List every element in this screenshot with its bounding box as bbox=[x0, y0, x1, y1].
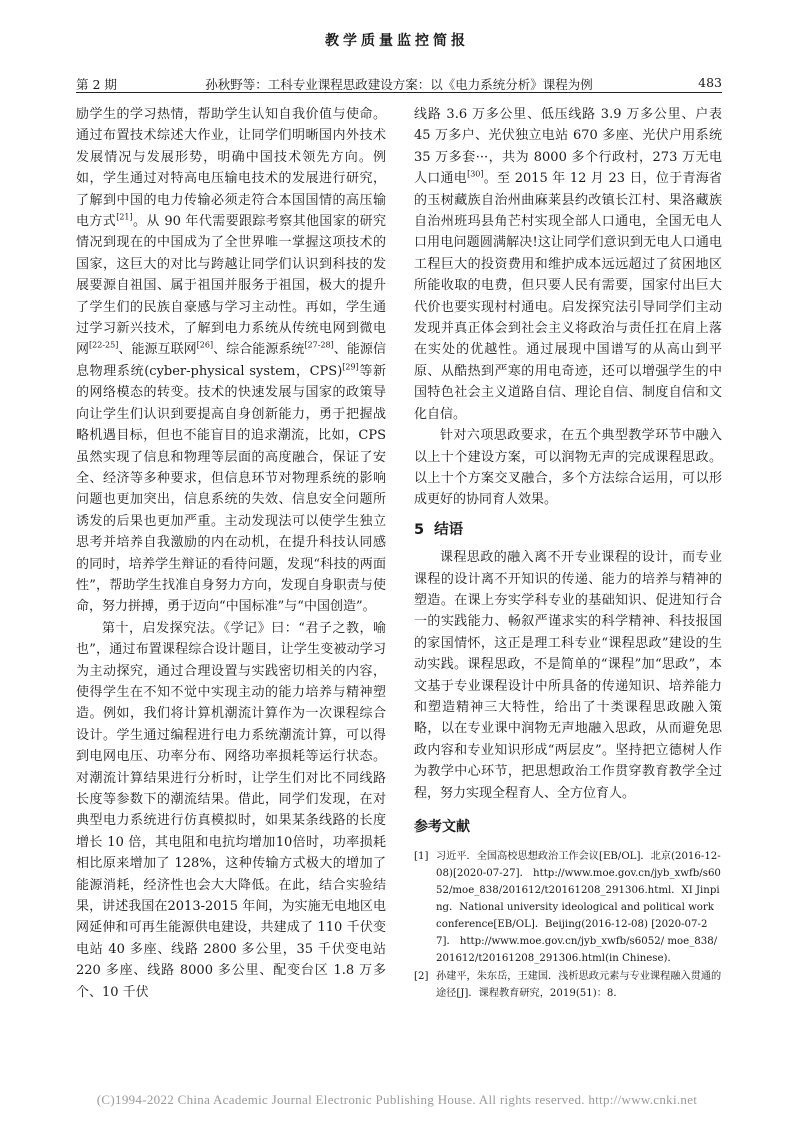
reference-item bbox=[414, 848, 722, 967]
reference-number: [2] bbox=[414, 971, 429, 983]
citation-marker: [27-28] bbox=[304, 341, 334, 351]
running-title: 孙秋野等：工科专业课程思政建设方案：以《电力系统分析》课程为例 bbox=[205, 77, 593, 92]
body-paragraph: 第十，启发探究法。《学记》曰：“君子之教，喻也”，通过布置课程综合设计题目，让学生变被动学习为主动探究，通过合理设置与实践密切相关的内容，使得学生在不知不觉中实现主动的能力培养与精神塑造。例如，我们将计算机潮流计算作为一次课程综合设计。学生通过编程进行电力系统潮流计算，可以得到电网电压、功率分布、网络功率损耗等运行状态。对潮流计算结果进行分析时，让学生们对比不同线路长度等参数下的潮流结果。借此，同学们发现，在对典型电力系统进行仿真模拟时，如果某条线路的长度增长 10 倍，其电阻和电抗均增加10倍时，功率损耗相比原来增加了 128%，这种传输方式极大的增加了能源消耗，经济性也会大大降低。在此，结合实验结果，讲述我国在2013-2015 年间，为实施无电地区电网延伸和可再生能源供电建设，共建成了 110 千伏变电站 40 多座、线路 2800 多公里，35 千伏变电站 220 多座、线路 8000 多公里、配变台区 1.8 万多个、10 千伏 bbox=[76, 620, 386, 1000]
reference-text: 习近平．全国高校思想政治工作会议[EB/OL]．北京(2016-12-08)[2020-07-27]． http://www.moe.gov.cn/jyb_xwfb/s6052/moe_838/201612/t20161208_291306.html．XI Jinping．National university ideological and political work conference[EB/OL]．Beijing(2016-12-08) [2020-07-27]． http://www.moe.gov.cn/jyb_xwfb/s6052/ moe_838/ 201612/t20161208_291306.html(in Chinese)． bbox=[436, 851, 721, 965]
running-header bbox=[76, 70, 722, 93]
body-paragraph: 线路 3.6 万多公里、低压线路 3.9 万多公里、户表 45 万多户、光伏独立电站 670 多座、光伏户用系统 35 万多套···，共为 8000 多个行政村，273 万无电人口通电[30]。至 2015 年 12 月 23 日，位于青海省的玉树藏族自治州曲麻莱县约改镇长江村、果洛藏族自治州班玛县角芒村实现全部人口通电，全国无电人口用电问题圆满解决!这让同学们意识到无电人口通电工程巨大的投资费用和维护成本远远超过了贫困地区所能收取的电费，但只要人民有需要，国家付出巨大代价也要实现村村通电。启发探究法引导同学们主动发现并真正体会到社会主义将政治与责任扛在肩上落在实处的优越性。通过展现中国谱写的从高山到平原、从酷热到严寒的用电奇迹，还可以增强学生的中国特色社会主义道路自信、理论自信、制度自信和文化自信。 bbox=[414, 107, 722, 422]
issue-label: 第 2 期 bbox=[76, 77, 117, 92]
section-number: 5 bbox=[414, 521, 425, 538]
citation-marker: [29] bbox=[342, 362, 359, 372]
copyright-footer: (C)1994-2022 China Academic Journal Electronic Publishing House. All rights reserved. http://www.cnki.net bbox=[96, 1092, 698, 1107]
reference-text: 孙建平，朱东岳，王建国．浅析思政元素与专业课程融入贯通的途径[J]．课程教育研究，2019(51)：8． bbox=[436, 971, 722, 1000]
journal-title: 教学质量监控简报 bbox=[325, 33, 469, 49]
citation-marker: [22-25] bbox=[89, 341, 119, 351]
citation-marker: [21] bbox=[116, 212, 133, 222]
section-title: 结语 bbox=[434, 521, 464, 538]
citation-marker: [26] bbox=[196, 341, 214, 351]
references-heading: 参考文献 bbox=[414, 819, 470, 835]
page-number: 483 bbox=[698, 75, 722, 90]
reference-number: [1] bbox=[414, 851, 429, 863]
body-paragraph: 针对六项思政要求，在五个典型教学环节中融入以上十个建设方案，可以润物无声的完成课程思政。以上十个方案交叉融合，多个方法综合运用，可以形成更好的协同育人效果。 bbox=[414, 428, 722, 508]
citation-marker: [30] bbox=[467, 169, 484, 179]
reference-item bbox=[414, 968, 722, 1002]
conclusion-paragraph: 课程思政的融入离不开专业课程的设计，而专业课程的设计离不开知识的传递、能力的培养与精神的塑造。在课上夯实学科专业的基础知识、促进知行合一的实践能力、畅叙严谨求实的科学精神、科技报国的家国情怀，这正是理工科专业“课程思政”建设的生动实践。课程思政，不是简单的“课程”加“思政”，本文基于专业课程设计中所具备的传递知识、培养能力和塑造精神三大特性，给出了十类课程思政融入策略，以在专业课中润物无声地融入思政，从而避免思政内容和专业知识形成“两层皮”。坚持把立德树人作为教学中心环节，把思想政治工作贯穿教育教学全过程，努力实现全程育人、全方位育人。 bbox=[414, 550, 722, 801]
left-column bbox=[76, 104, 386, 1003]
section-heading bbox=[414, 520, 722, 541]
body-paragraph: 励学生的学习热情，帮助学生认知自我价值与使命。通过布置技术综述大作业，让同学们明晰国内外技术发展情况与发展形势，明确中国技术领先方向。例如，学生通过对特高电压输电技术的发展进行研究，了解到中国的电力传输必须走符合本国国情的高压输电方式[21]。从 90 年代需要跟踪考察其他国家的研究情况到现在的中国成为了全世界唯一掌握这项技术的国家，这巨大的对比与跨越让同学们认识到科技的发展要源自祖国、属于祖国并服务于祖国，极大的提升了学生们的民族自豪感与学习主动性。再如，学生通过学习新兴技术，了解到电力系统从传统电网到微电网[22-25]、能源互联网[26]、综合能源系统[27-28]、能源信息物理系统(cyber-physical system，CPS)[29]等新的网络模态的转变。技术的快速发展与国家的政策导向让学生们认识到要提高自身创新能力，勇于把握战略机遇目标，但也不能盲目的追求潮流，比如，CPS 虽然实现了信息和物理等层面的高度融合，保证了安全、经济等多种要求，但信息环节对物理系统的影响问题也更加突出，信息系统的失效、信息安全问题所诱发的后果也更加严重。主动发现法可以使学生独立思考并培养自我激励的内在动机，在提升科技认同感的同时，培养学生辩证的看待问题，发现“科技的两面性”，帮助学生找准自身努力方向，发现自身职责与使命，努力拼搏，勇于迈向“中国标准”与“中国创造”。 bbox=[76, 107, 386, 615]
right-column bbox=[414, 104, 722, 1003]
